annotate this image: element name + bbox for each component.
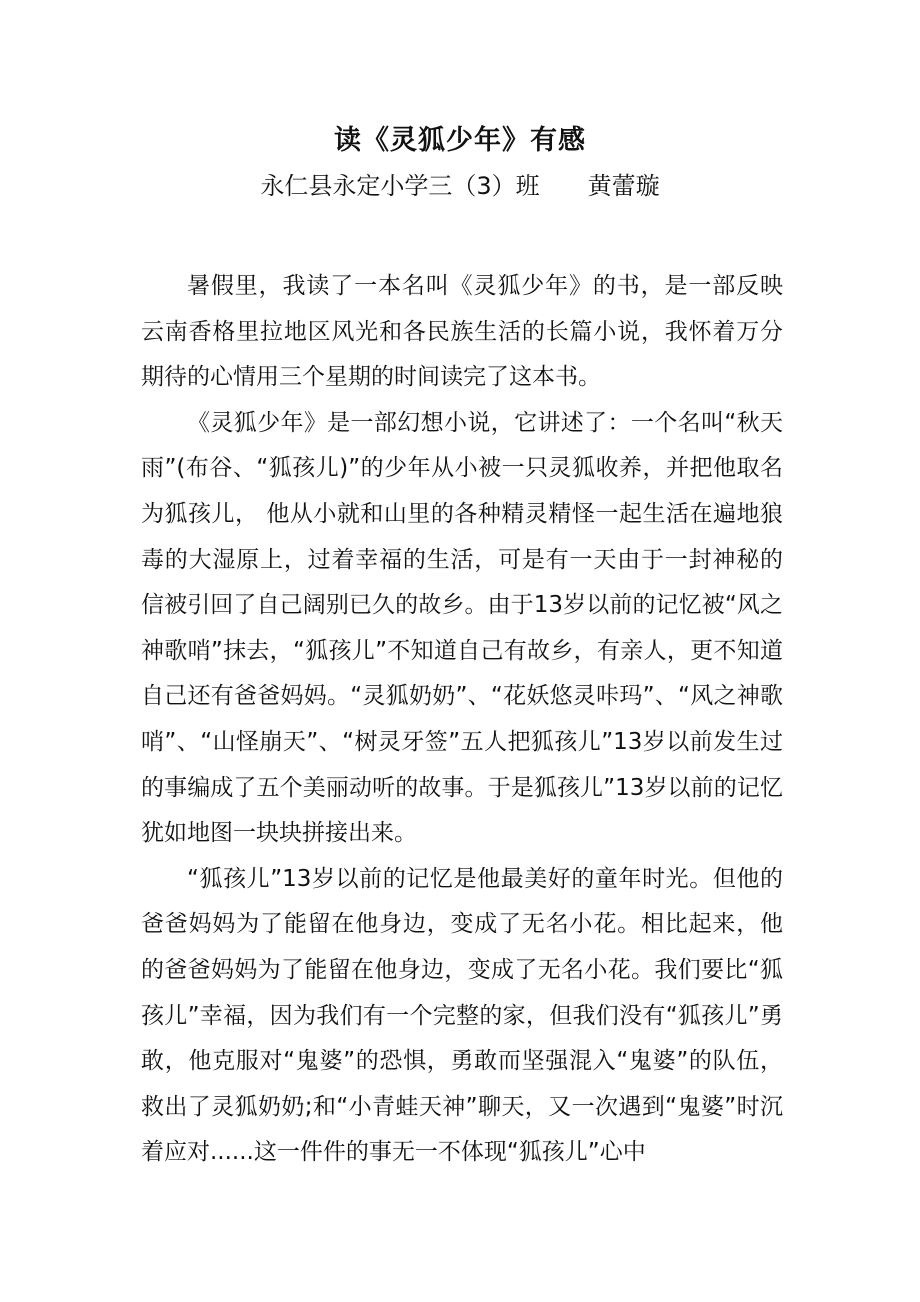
author-byline [0, 166, 920, 201]
document-title: 读《灵狐少年》有感 [334, 125, 586, 156]
paragraph-2: 《灵狐少年》是一部幻想小说，它讲述了：一个名叫“秋天雨”(布谷、“狐孩儿)”的少年从小被一只灵狐收养，并把他取名为狐孩儿， 他从小就和山里的各种精灵精怪一起生活在遍地狼毒的大湿原上，过着幸福的生活，可是有一天由于一封神秘的信被引回了自己阔别已久的故乡。由于13岁以前的记忆被“风之神歌哨”抹去，“狐孩儿”不知道自己有故乡，有亲人，更不知道自己还有爸爸妈妈。“灵狐奶奶”、“花妖悠灵咔玛”、“风之神歌哨”、“山怪崩天”、“树灵牙签”五人把狐孩儿”13岁以前发生过的事编成了五个美丽动听的故事。于是狐孩儿”13岁以前的记忆犹如地图一块块拼接出来。 [141, 409, 783, 847]
paragraph-1: 暑假里，我读了一本名叫《灵狐少年》的书，是一部反映云南香格里拉地区风光和各民族生活的长篇小说，我怀着万分期待的心情用三个星期的时间读完了这本书。 [141, 273, 783, 391]
essay-body [141, 264, 783, 1176]
paragraph-3: “狐孩儿”13岁以前的记忆是他最美好的童年时光。但他的爸爸妈妈为了能留在他身边，变成了无名小花。相比起来，他的爸爸妈妈为了能留在他身边，变成了无名小花。我们要比“狐孩儿”幸福，因为我们有一个完整的家，但我们没有“狐孩儿”勇敢，他克服对“鬼婆”的恐惧，勇敢而坚强混入“鬼婆”的队伍，救出了灵狐奶奶;和“小青蛙天神”聊天，又一次遇到“鬼婆”时沉着应对......这一件件的事无一不体现“狐孩儿”心中 [141, 865, 783, 1166]
school-class: 永仁县永定小学三（3）班 [260, 172, 540, 200]
author-name: 黄蕾璇 [587, 172, 660, 200]
